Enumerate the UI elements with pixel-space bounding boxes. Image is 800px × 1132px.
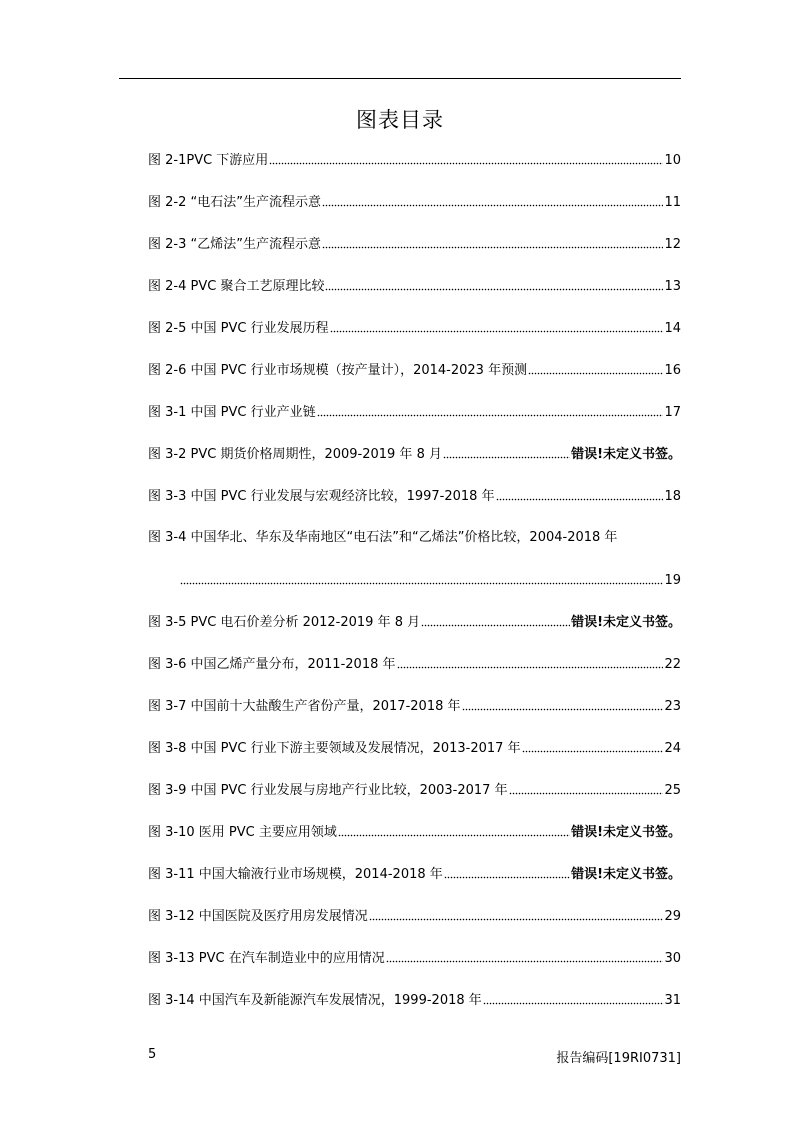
toc-entry-label: 图 3-5 PVC 电石价差分析 2012-2019 年 8 月: [148, 615, 421, 630]
toc-entry[interactable]: [148, 236, 681, 253]
toc-entry[interactable]: [148, 530, 681, 589]
toc-entry-label: 图 3-3 中国 PVC 行业发展与宏观经济比较，1997-2018 年: [148, 489, 495, 504]
dot-leader: [444, 868, 570, 880]
toc-title: 图表目录: [356, 108, 444, 132]
toc-entry-page: 12: [664, 237, 681, 252]
dot-leader: [528, 364, 663, 376]
dot-leader: [496, 490, 664, 502]
dot-leader: [325, 280, 663, 292]
toc-entry-page: 22: [664, 657, 681, 672]
toc-entry-label: 图 2-6 中国 PVC 行业市场规模（按产量计），2014-2023 年预测: [148, 363, 528, 378]
toc-entry-label: 图 2-2 “电石法”生产流程示意: [148, 195, 321, 210]
page-number: 5: [148, 1047, 157, 1062]
toc-entry-label: 图 2-3 “乙烯法”生产流程示意: [148, 237, 321, 252]
toc-entry-label: 图 3-6 中国乙烯产量分布，2011-2018 年: [148, 657, 396, 672]
toc-entry-page: 11: [664, 195, 681, 210]
toc-entry-label: 图 3-7 中国前十大盐酸生产省份产量，2017-2018 年: [148, 699, 461, 714]
toc-entry-label: 图 2-4 PVC 聚合工艺原理比较: [148, 279, 325, 294]
dot-leader: [317, 406, 664, 418]
toc-entry[interactable]: [148, 362, 681, 379]
toc-entry[interactable]: [148, 404, 681, 421]
toc-entry[interactable]: [148, 950, 681, 967]
toc-entry[interactable]: [148, 152, 681, 169]
toc-entry-page: 14: [664, 321, 681, 336]
toc-entry-page: 错误!未定义书签。: [571, 825, 681, 840]
toc-entry[interactable]: [148, 824, 681, 841]
toc-entry-page: 29: [664, 909, 681, 924]
toc-entry-page: 25: [664, 783, 681, 798]
dot-leader: [509, 784, 664, 796]
toc-entry-label: 图 3-1 中国 PVC 行业产业链: [148, 405, 316, 420]
toc-entry-page: 24: [664, 741, 681, 756]
toc-entry-label: 图 3-8 中国 PVC 行业下游主要领域及发展情况，2013-2017 年: [148, 741, 521, 756]
toc-entry-label: 图 2-1PVC 下游应用: [148, 153, 269, 168]
dot-leader: [330, 322, 664, 334]
toc-entry-page: 10: [664, 153, 681, 168]
header-rule: [119, 78, 681, 79]
toc-entry-page: 17: [664, 405, 681, 420]
report-code: 报告编码[19RI0731]: [556, 1051, 681, 1066]
dot-leader: [369, 910, 664, 922]
dot-leader: [338, 826, 570, 838]
dot-leader: [269, 154, 663, 166]
dot-leader: [180, 574, 663, 586]
toc-entry[interactable]: [148, 614, 681, 631]
toc-entry[interactable]: [148, 740, 681, 757]
toc-entry[interactable]: [148, 278, 681, 295]
toc-entry-page: 错误!未定义书签。: [571, 867, 681, 882]
toc-entry-page: 13: [664, 279, 681, 294]
toc-entry[interactable]: [148, 488, 681, 505]
toc-entry-continuation: [148, 572, 681, 589]
dot-leader: [522, 742, 664, 754]
dot-leader: [397, 658, 664, 670]
toc-entry-page: 19: [664, 573, 681, 588]
toc-entry-page: 16: [664, 363, 681, 378]
toc-entry-label: 图 2-5 中国 PVC 行业发展历程: [148, 321, 329, 336]
toc-entry-page: 23: [664, 699, 681, 714]
toc-entry[interactable]: [148, 866, 681, 883]
dot-leader: [443, 448, 570, 460]
toc-entry[interactable]: [148, 992, 681, 1009]
toc-entry-label: 图 3-4 中国华北、华东及华南地区“电石法”和“乙烯法”价格比较，2004-2018 年: [148, 530, 618, 545]
dot-leader: [386, 952, 664, 964]
toc-entry-label: 图 3-13 PVC 在汽车制造业中的应用情况: [148, 951, 385, 966]
toc-entry-page: 错误!未定义书签。: [571, 615, 681, 630]
toc-entry-label: 图 3-9 中国 PVC 行业发展与房地产行业比较，2003-2017 年: [148, 783, 508, 798]
toc-entry-label: 图 3-10 医用 PVC 主要应用领域: [148, 825, 337, 840]
toc-entry-page: 错误!未定义书签。: [571, 447, 681, 462]
toc-entry[interactable]: [148, 698, 681, 715]
toc-entry-page: 30: [664, 951, 681, 966]
toc-entry[interactable]: [148, 446, 681, 463]
toc-entry-label: 图 3-11 中国大输液行业市场规模，2014-2018 年: [148, 867, 443, 882]
toc-entry-label: 图 3-14 中国汽车及新能源汽车发展情况，1999-2018 年: [148, 993, 482, 1008]
toc-entry[interactable]: [148, 194, 681, 211]
toc-entry-label: 图 3-12 中国医院及医疗用房发展情况: [148, 909, 368, 924]
toc-entry-label: 图 3-2 PVC 期货价格周期性，2009-2019 年 8 月: [148, 447, 442, 462]
toc-entry-page: 18: [664, 489, 681, 504]
dot-leader: [462, 700, 664, 712]
toc-entry-page: 31: [664, 993, 681, 1008]
dot-leader: [483, 994, 664, 1006]
dot-leader: [421, 616, 570, 628]
dot-leader: [322, 196, 663, 208]
toc-entry[interactable]: [148, 908, 681, 925]
toc-entry[interactable]: [148, 320, 681, 337]
toc-entry[interactable]: [148, 656, 681, 673]
toc-entry[interactable]: [148, 782, 681, 799]
dot-leader: [322, 238, 663, 250]
